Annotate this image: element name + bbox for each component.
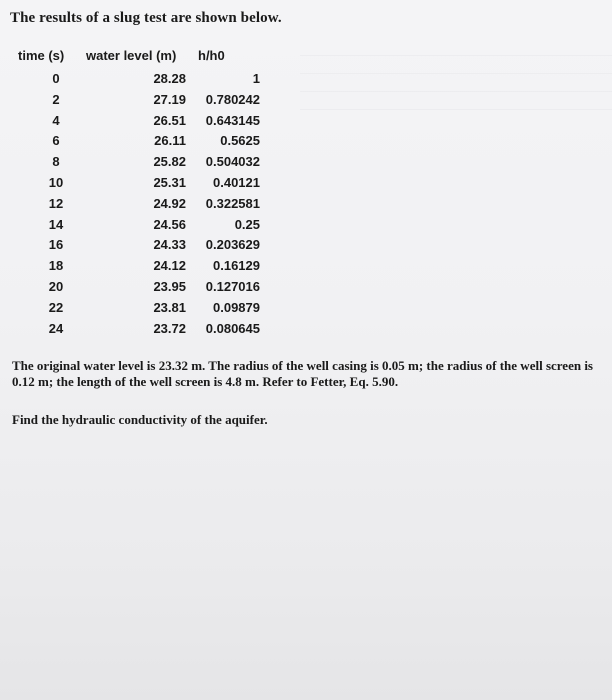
table-row <box>0 154 280 175</box>
ratio-cell: 0.504032 <box>205 154 260 170</box>
column-header-ratio: h/h0 <box>198 48 225 63</box>
table-row <box>0 175 280 196</box>
ratio-cell: 0.40121 <box>213 174 260 190</box>
ratio-cell: 0.643145 <box>205 112 260 128</box>
time-cell: 8 <box>52 154 60 170</box>
problem-question: Find the hydraulic conductivity of the aquifer. <box>12 412 268 427</box>
table-row <box>0 217 280 238</box>
water-level-cell: 26.11 <box>154 133 186 149</box>
water-level-cell: 23.95 <box>153 278 186 294</box>
time-cell: 20 <box>48 278 64 294</box>
table-row <box>0 92 280 113</box>
ratio-cell: 0.16129 <box>213 258 260 274</box>
problem-description: The original water level is 23.32 m. The radius of the well casing is 0.05 m; the radius of the well screen is 0.12 m; the length of the well screen is 4.8 m. Refer to Fetter, Eq. 5.90. <box>12 358 593 389</box>
ratio-cell: 0.25 <box>234 216 260 232</box>
page-title: The results of a slug test are shown below. <box>10 10 282 26</box>
ratio-cell: 0.780242 <box>205 91 260 107</box>
water-level-cell: 26.51 <box>153 112 186 128</box>
ratio-cell: 0.080645 <box>205 320 260 336</box>
ratio-cell: 0.127016 <box>205 278 260 294</box>
time-cell: 14 <box>48 216 64 232</box>
data-table <box>0 71 280 341</box>
ratio-cell: 0.09879 <box>213 299 260 315</box>
water-level-cell: 23.81 <box>153 299 186 315</box>
column-header-water-level: water level (m) <box>86 48 177 63</box>
table-row <box>0 237 280 258</box>
time-cell: 2 <box>52 91 60 107</box>
time-cell: 22 <box>48 299 64 315</box>
ratio-cell: 0.5625 <box>220 133 260 149</box>
water-level-cell: 24.92 <box>153 195 186 211</box>
water-level-cell: 27.19 <box>153 91 186 107</box>
table-row <box>0 133 280 154</box>
time-cell: 16 <box>48 237 64 253</box>
table-row <box>0 321 280 342</box>
table-row <box>0 258 280 279</box>
water-level-cell: 24.56 <box>153 216 186 232</box>
water-level-cell: 24.33 <box>153 237 186 253</box>
water-level-cell: 25.31 <box>153 174 186 190</box>
time-cell: 12 <box>48 195 64 211</box>
time-cell: 24 <box>48 320 64 336</box>
ratio-cell: 0.203629 <box>205 237 260 253</box>
table-row <box>0 300 280 321</box>
table-row <box>0 196 280 217</box>
time-cell: 10 <box>48 174 64 190</box>
table-row <box>0 71 280 92</box>
ratio-cell: 0.322581 <box>205 195 260 211</box>
column-header-time: time (s) <box>18 48 65 63</box>
bleed-through-text <box>300 40 612 110</box>
water-level-cell: 28.28 <box>153 71 186 86</box>
time-cell: 0 <box>52 71 60 86</box>
time-cell: 6 <box>52 133 60 149</box>
time-cell: 4 <box>52 112 60 128</box>
table-row <box>0 113 280 134</box>
water-level-cell: 24.12 <box>153 258 186 274</box>
water-level-cell: 25.82 <box>153 154 186 170</box>
ratio-cell: 1 <box>252 71 260 86</box>
table-row <box>0 279 280 300</box>
water-level-cell: 23.72 <box>153 320 186 336</box>
time-cell: 18 <box>48 258 64 274</box>
